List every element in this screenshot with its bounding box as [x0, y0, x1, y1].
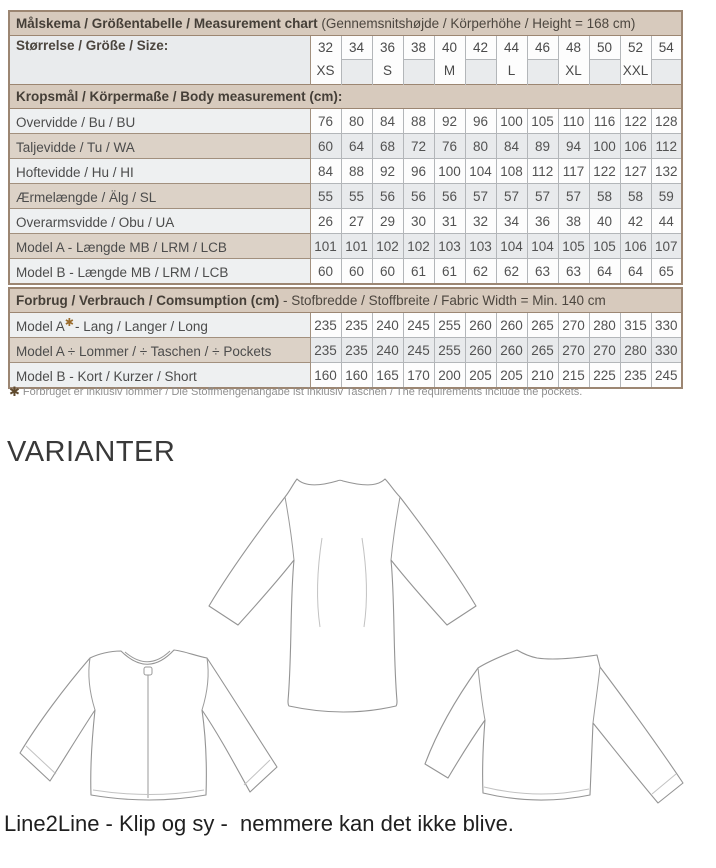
consumption-value-cell: 270 — [558, 338, 589, 363]
consumption-value-cell: 260 — [496, 313, 527, 338]
measurement-row — [9, 184, 682, 209]
measurement-value-cell: 40 — [589, 209, 620, 234]
measurement-value-cell: 80 — [341, 109, 372, 134]
measurement-value-cell: 57 — [558, 184, 589, 209]
measurement-value-cell: 102 — [403, 234, 434, 259]
measurement-value-cell: 100 — [496, 109, 527, 134]
measurement-value-cell: 62 — [496, 259, 527, 285]
measurement-value-cell: 88 — [341, 159, 372, 184]
measurement-value-cell: 64 — [341, 134, 372, 159]
measurement-value-cell: 64 — [620, 259, 651, 285]
measurement-row — [9, 209, 682, 234]
measurement-value-cell: 57 — [527, 184, 558, 209]
consumption-value-cell: 270 — [558, 313, 589, 338]
measurement-value-cell: 84 — [496, 134, 527, 159]
model-a-long-back-drawing — [209, 479, 476, 712]
measurement-value-cell: 104 — [527, 234, 558, 259]
size-cell — [465, 36, 496, 85]
measurement-value-cell: 44 — [651, 209, 682, 234]
garment-variant-drawings — [0, 465, 716, 817]
measurement-value-cell: 29 — [372, 209, 403, 234]
measurement-row — [9, 234, 682, 259]
measurement-row-label: Taljevidde / Tu / WA — [9, 134, 310, 159]
size-value: 46 — [528, 36, 558, 60]
size-cell — [620, 36, 651, 85]
size-value: 40 M — [435, 36, 465, 84]
size-row-label: Størrelse / Größe / Size: — [9, 36, 310, 85]
size-row — [9, 36, 682, 85]
consumption-table — [8, 287, 683, 389]
measurement-value-cell: 100 — [589, 134, 620, 159]
size-cell — [527, 36, 558, 85]
size-cell — [341, 36, 372, 85]
measurement-value-cell: 76 — [310, 109, 341, 134]
footnote-text: Forbruget er inklusiv lommer / Die Stoffmengenangabe ist inklusiv Taschen / The requirements include the pockets. — [22, 386, 583, 398]
consumption-table-title-row — [9, 288, 682, 313]
measurement-value-cell: 56 — [403, 184, 434, 209]
size-value: 38 — [404, 36, 434, 60]
consumption-value-cell: 215 — [558, 363, 589, 389]
consumption-value-cell: 255 — [434, 313, 465, 338]
measurement-value-cell: 89 — [527, 134, 558, 159]
measurement-value-cell: 96 — [465, 109, 496, 134]
body-measurement-section-row — [9, 85, 682, 109]
consumption-value-cell: 235 — [620, 363, 651, 389]
measurement-value-cell: 101 — [310, 234, 341, 259]
consumption-value-cell: 255 — [434, 338, 465, 363]
consumption-row — [9, 338, 682, 363]
measurement-row-label: Overvidde / Bu / BU — [9, 109, 310, 134]
consumption-value-cell: 235 — [341, 313, 372, 338]
consumption-value-cell: 210 — [527, 363, 558, 389]
measurement-value-cell: 103 — [465, 234, 496, 259]
consumption-value-cell: 330 — [651, 313, 682, 338]
measurement-value-cell: 112 — [527, 159, 558, 184]
consumption-value-cell: 165 — [372, 363, 403, 389]
measurement-value-cell: 88 — [403, 109, 434, 134]
measurement-value-cell: 92 — [372, 159, 403, 184]
measurement-value-cell: 63 — [558, 259, 589, 285]
measurement-value-cell: 105 — [527, 109, 558, 134]
consumption-value-cell: 240 — [372, 338, 403, 363]
consumption-value-cell: 160 — [310, 363, 341, 389]
consumption-value-cell: 200 — [434, 363, 465, 389]
measurement-value-cell: 60 — [341, 259, 372, 285]
measurement-row-label: Hoftevidde / Hu / HI — [9, 159, 310, 184]
measurement-value-cell: 42 — [620, 209, 651, 234]
consumption-value-cell: 235 — [310, 313, 341, 338]
measurement-value-cell: 56 — [434, 184, 465, 209]
consumption-row — [9, 313, 682, 338]
measurement-value-cell: 84 — [310, 159, 341, 184]
consumption-value-cell: 260 — [496, 338, 527, 363]
consumption-value-cell: 245 — [403, 313, 434, 338]
consumption-value-cell: 265 — [527, 313, 558, 338]
measurement-value-cell: 60 — [310, 259, 341, 285]
size-cell — [496, 36, 527, 85]
measurement-value-cell: 104 — [465, 159, 496, 184]
measurement-value-cell: 101 — [341, 234, 372, 259]
measurement-value-cell: 104 — [496, 234, 527, 259]
consumption-value-cell: 315 — [620, 313, 651, 338]
measurement-value-cell: 96 — [403, 159, 434, 184]
measurement-value-cell: 31 — [434, 209, 465, 234]
measurement-value-cell: 60 — [310, 134, 341, 159]
variants-heading: VARIANTER — [7, 436, 176, 468]
consumption-value-cell: 280 — [589, 313, 620, 338]
measurement-row — [9, 134, 682, 159]
measurement-row — [9, 259, 682, 285]
measurement-row-label: Model B - Længde MB / LRM / LCB — [9, 259, 310, 285]
asterisk-icon: ✱ — [64, 317, 74, 329]
measurement-value-cell: 68 — [372, 134, 403, 159]
measurement-value-cell: 30 — [403, 209, 434, 234]
measurement-value-cell: 112 — [651, 134, 682, 159]
measurement-value-cell: 92 — [434, 109, 465, 134]
consumption-value-cell: 330 — [651, 338, 682, 363]
measurement-value-cell: 36 — [527, 209, 558, 234]
measurement-value-cell: 103 — [434, 234, 465, 259]
measurement-value-cell: 63 — [527, 259, 558, 285]
size-cell — [558, 36, 589, 85]
size-value: 52 XXL — [621, 36, 651, 84]
measurement-value-cell: 32 — [465, 209, 496, 234]
measurement-value-cell: 58 — [620, 184, 651, 209]
size-value: 54 — [652, 36, 682, 60]
measurement-value-cell: 61 — [403, 259, 434, 285]
size-value: 32 XS — [311, 36, 341, 84]
measurement-value-cell: 84 — [372, 109, 403, 134]
measurement-value-cell: 110 — [558, 109, 589, 134]
size-value: 36 S — [373, 36, 403, 84]
measurement-value-cell: 106 — [620, 234, 651, 259]
consumption-table-title: Forbrug / Verbrauch / Comsumption (cm) - Stofbredde / Stoffbreite / Fabric Width = Min. 140 cm — [9, 288, 682, 313]
measurement-value-cell: 62 — [465, 259, 496, 285]
measurement-value-cell: 105 — [558, 234, 589, 259]
size-value: 44 L — [497, 36, 527, 84]
consumption-row-label: Model A✱- Lang / Langer / Long — [9, 313, 310, 338]
body-measurement-section-header: Kropsmål / Körpermaße / Body measurement (cm): — [9, 85, 682, 109]
consumption-value-cell: 235 — [341, 338, 372, 363]
measurement-value-cell: 72 — [403, 134, 434, 159]
measurement-value-cell: 128 — [651, 109, 682, 134]
measurement-value-cell: 58 — [589, 184, 620, 209]
measurement-value-cell: 65 — [651, 259, 682, 285]
measurement-value-cell: 117 — [558, 159, 589, 184]
consumption-value-cell: 265 — [527, 338, 558, 363]
consumption-value-cell: 245 — [403, 338, 434, 363]
measurement-value-cell: 122 — [620, 109, 651, 134]
pockets-footnote — [9, 384, 582, 400]
model-b-short-front-drawing — [20, 650, 277, 800]
measurement-row — [9, 109, 682, 134]
consumption-value-cell: 270 — [589, 338, 620, 363]
size-cell — [372, 36, 403, 85]
measurement-row-label: Overarmsvidde / Obu / UA — [9, 209, 310, 234]
measurement-row-label: Model A - Længde MB / LRM / LCB — [9, 234, 310, 259]
consumption-value-cell: 235 — [310, 338, 341, 363]
size-value: 48 XL — [559, 36, 589, 84]
measurement-value-cell: 105 — [589, 234, 620, 259]
measurement-value-cell: 108 — [496, 159, 527, 184]
measurement-value-cell: 26 — [310, 209, 341, 234]
size-cell — [434, 36, 465, 85]
measurement-value-cell: 107 — [651, 234, 682, 259]
measurement-table-title: Målskema / Größentabelle / Measurement chart (Gennemsnitshøjde / Körperhöhe / Height = 168 cm) — [9, 11, 682, 36]
consumption-value-cell: 260 — [465, 313, 496, 338]
measurement-row-label: Ærmelængde / Älg / SL — [9, 184, 310, 209]
size-value: 42 — [466, 36, 496, 60]
measurement-value-cell: 57 — [496, 184, 527, 209]
measurement-value-cell: 61 — [434, 259, 465, 285]
measurement-value-cell: 80 — [465, 134, 496, 159]
measurement-value-cell: 27 — [341, 209, 372, 234]
consumption-value-cell: 205 — [496, 363, 527, 389]
consumption-value-cell: 245 — [651, 363, 682, 389]
consumption-value-cell: 260 — [465, 338, 496, 363]
measurement-value-cell: 122 — [589, 159, 620, 184]
measurement-value-cell: 94 — [558, 134, 589, 159]
model-b-short-back-drawing — [425, 650, 683, 803]
measurement-value-cell: 55 — [310, 184, 341, 209]
consumption-value-cell: 170 — [403, 363, 434, 389]
measurement-value-cell: 132 — [651, 159, 682, 184]
size-value: 50 — [590, 36, 620, 60]
measurement-value-cell: 55 — [341, 184, 372, 209]
measurement-value-cell: 76 — [434, 134, 465, 159]
measurement-value-cell: 116 — [589, 109, 620, 134]
measurement-value-cell: 127 — [620, 159, 651, 184]
consumption-value-cell: 205 — [465, 363, 496, 389]
consumption-value-cell: 160 — [341, 363, 372, 389]
size-cell — [310, 36, 341, 85]
measurement-value-cell: 100 — [434, 159, 465, 184]
consumption-value-cell: 280 — [620, 338, 651, 363]
consumption-value-cell: 240 — [372, 313, 403, 338]
size-cell — [403, 36, 434, 85]
measurement-table-title-row — [9, 11, 682, 36]
size-cell — [651, 36, 682, 85]
measurement-value-cell: 102 — [372, 234, 403, 259]
measurement-value-cell: 56 — [372, 184, 403, 209]
consumption-row-label: Model B - Kort / Kurzer / Short — [9, 363, 310, 389]
measurement-table — [8, 10, 683, 285]
brand-slogan: Line2Line - Klip og sy - nemmere kan det ikke blive. — [4, 811, 514, 836]
size-value: 34 — [342, 36, 372, 60]
measurement-value-cell: 60 — [372, 259, 403, 285]
measurement-value-cell: 106 — [620, 134, 651, 159]
measurement-value-cell: 38 — [558, 209, 589, 234]
consumption-row-label: Model A ÷ Lommer / ÷ Taschen / ÷ Pockets — [9, 338, 310, 363]
measurement-value-cell: 34 — [496, 209, 527, 234]
measurement-value-cell: 59 — [651, 184, 682, 209]
measurement-value-cell: 57 — [465, 184, 496, 209]
footnote-asterisk-icon: ✱ — [9, 384, 20, 399]
measurement-value-cell: 64 — [589, 259, 620, 285]
measurement-row — [9, 159, 682, 184]
consumption-value-cell: 225 — [589, 363, 620, 389]
size-cell — [589, 36, 620, 85]
